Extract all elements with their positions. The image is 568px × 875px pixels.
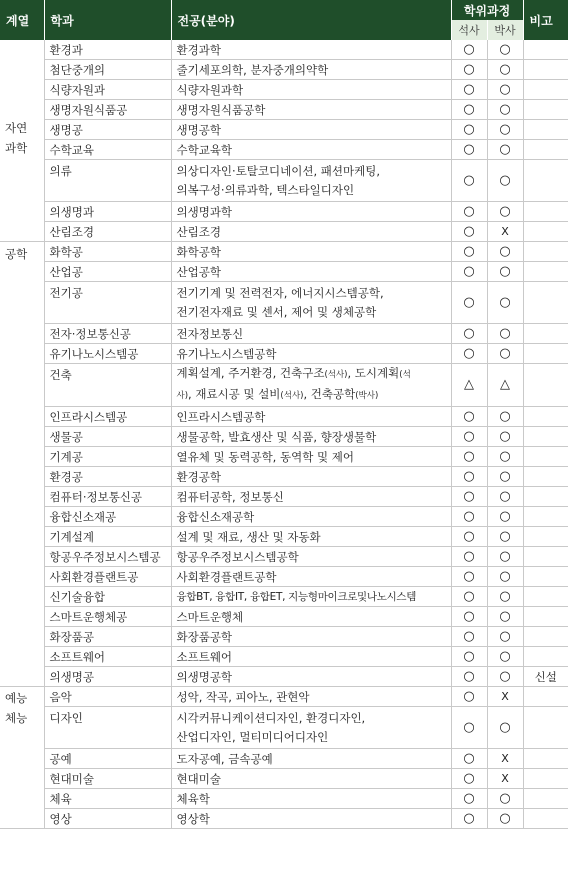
master-mark: ○ — [451, 222, 487, 242]
major-cell: 전기기계 및 전력전자, 에너지시스템공학, 전기전자재료 및 센서, 제어 및 생체공학 — [171, 282, 451, 324]
master-mark: ○ — [451, 749, 487, 769]
master-mark: ○ — [451, 282, 487, 324]
table-row — [0, 160, 568, 202]
dept-cell: 스마트운행체공 — [44, 607, 171, 627]
master-mark: ○ — [451, 567, 487, 587]
note-cell — [523, 789, 568, 809]
dept-cell: 생명자원식품공 — [44, 100, 171, 120]
dept-cell: 사회환경플랜트공 — [44, 567, 171, 587]
dept-cell: 융합신소재공 — [44, 507, 171, 527]
major-cell: 설계 및 재료, 생산 및 자동화 — [171, 527, 451, 547]
major-cell: 화학공학 — [171, 242, 451, 262]
master-mark: ○ — [451, 100, 487, 120]
master-mark: ○ — [451, 507, 487, 527]
major-cell: 의생명과학 — [171, 202, 451, 222]
note-cell — [523, 324, 568, 344]
note-cell — [523, 344, 568, 364]
table-row — [0, 587, 568, 607]
note-cell — [523, 364, 568, 407]
master-mark: ○ — [451, 809, 487, 829]
major-cell: 환경공학 — [171, 467, 451, 487]
category-arts-sports: 예능 체능 — [0, 687, 44, 829]
major-cell: 체육학 — [171, 789, 451, 809]
table-row — [0, 447, 568, 467]
major-cell: 생명공학 — [171, 120, 451, 140]
dept-cell: 인프라시스템공 — [44, 407, 171, 427]
major-cell: 도자공예, 금속공예 — [171, 749, 451, 769]
dept-cell: 현대미술 — [44, 769, 171, 789]
master-mark: ○ — [451, 607, 487, 627]
dept-cell: 환경공 — [44, 467, 171, 487]
phd-mark: ○ — [487, 344, 523, 364]
major-cell: 생물공학, 발효생산 및 식품, 향장생물학 — [171, 427, 451, 447]
dept-cell: 공예 — [44, 749, 171, 769]
major-cell: 전자정보통신 — [171, 324, 451, 344]
major-cell: 의생명공학 — [171, 667, 451, 687]
table-row — [0, 407, 568, 427]
master-mark: ○ — [451, 769, 487, 789]
table-row — [0, 769, 568, 789]
table-row — [0, 262, 568, 282]
phd-mark: ○ — [487, 120, 523, 140]
header-degree: 학위과정 — [451, 0, 523, 20]
master-mark: ○ — [451, 324, 487, 344]
header-note: 비고 — [523, 0, 568, 40]
table-row — [0, 527, 568, 547]
dept-cell: 산림조경 — [44, 222, 171, 242]
dept-cell: 생명공 — [44, 120, 171, 140]
note-cell — [523, 262, 568, 282]
note-cell — [523, 40, 568, 60]
dept-cell: 소프트웨어 — [44, 647, 171, 667]
master-mark: ○ — [451, 587, 487, 607]
header-master: 석사 — [451, 20, 487, 40]
note-cell — [523, 282, 568, 324]
major-cell: 환경과학 — [171, 40, 451, 60]
phd-mark: ○ — [487, 627, 523, 647]
dept-cell: 의생명과 — [44, 202, 171, 222]
dept-cell: 식량자원과 — [44, 80, 171, 100]
note-cell — [523, 707, 568, 749]
note-cell — [523, 567, 568, 587]
note-cell — [523, 467, 568, 487]
table-row — [0, 567, 568, 587]
dept-cell: 항공우주정보시스템공 — [44, 547, 171, 567]
phd-mark: ○ — [487, 160, 523, 202]
dept-cell: 첨단중개의 — [44, 60, 171, 80]
table-row — [0, 687, 568, 707]
note-cell — [523, 627, 568, 647]
dept-cell: 전자·정보통신공 — [44, 324, 171, 344]
note-cell — [523, 607, 568, 627]
table-row — [0, 647, 568, 667]
master-mark: ○ — [451, 467, 487, 487]
dept-cell: 유기나노시스템공 — [44, 344, 171, 364]
dept-cell: 화장품공 — [44, 627, 171, 647]
major-cell: 융합BT, 융합IT, 융합ET, 지능형마이크로및나노시스템 — [171, 587, 451, 607]
phd-mark: ○ — [487, 587, 523, 607]
note-cell: 신설 — [523, 667, 568, 687]
master-mark: △ — [451, 364, 487, 407]
phd-mark: ○ — [487, 100, 523, 120]
dept-cell: 건축 — [44, 364, 171, 407]
major-cell: 항공우주정보시스템공학 — [171, 547, 451, 567]
dept-cell: 체육 — [44, 789, 171, 809]
major-cell: 사회환경플랜트공학 — [171, 567, 451, 587]
table-row — [0, 809, 568, 829]
table-row — [0, 607, 568, 627]
header-phd: 박사 — [487, 20, 523, 40]
major-cell: 화장품공학 — [171, 627, 451, 647]
table-row — [0, 282, 568, 324]
phd-mark: X — [487, 749, 523, 769]
note-cell — [523, 120, 568, 140]
dept-cell: 산업공 — [44, 262, 171, 282]
master-mark: ○ — [451, 160, 487, 202]
table-row — [0, 80, 568, 100]
table-row — [0, 749, 568, 769]
major-cell: 생명자원식품공학 — [171, 100, 451, 120]
phd-mark: △ — [487, 364, 523, 407]
table-row — [0, 60, 568, 80]
master-mark: ○ — [451, 707, 487, 749]
dept-cell: 화학공 — [44, 242, 171, 262]
note-cell — [523, 407, 568, 427]
phd-mark: ○ — [487, 202, 523, 222]
phd-mark: ○ — [487, 427, 523, 447]
dept-cell: 의생명공 — [44, 667, 171, 687]
major-cell: 컴퓨터공학, 정보통신 — [171, 487, 451, 507]
category-engineering: 공학 — [0, 242, 44, 687]
major-cell: 식량자원과학 — [171, 80, 451, 100]
master-mark: ○ — [451, 242, 487, 262]
phd-mark: X — [487, 687, 523, 707]
master-mark: ○ — [451, 487, 487, 507]
master-mark: ○ — [451, 140, 487, 160]
table-row — [0, 467, 568, 487]
table-row — [0, 507, 568, 527]
phd-mark: X — [487, 769, 523, 789]
dept-cell: 영상 — [44, 809, 171, 829]
master-mark: ○ — [451, 547, 487, 567]
master-mark: ○ — [451, 80, 487, 100]
dept-cell: 기계설계 — [44, 527, 171, 547]
master-mark: ○ — [451, 344, 487, 364]
master-mark: ○ — [451, 647, 487, 667]
table-row — [0, 222, 568, 242]
phd-mark: ○ — [487, 487, 523, 507]
phd-mark: ○ — [487, 467, 523, 487]
phd-mark: ○ — [487, 140, 523, 160]
table-row — [0, 364, 568, 407]
note-cell — [523, 242, 568, 262]
major-cell: 유기나노시스템공학 — [171, 344, 451, 364]
major-cell: 융합신소재공학 — [171, 507, 451, 527]
master-mark: ○ — [451, 687, 487, 707]
master-mark: ○ — [451, 527, 487, 547]
master-mark: ○ — [451, 627, 487, 647]
dept-cell: 의류 — [44, 160, 171, 202]
dept-cell: 음악 — [44, 687, 171, 707]
phd-mark: ○ — [487, 282, 523, 324]
master-mark: ○ — [451, 60, 487, 80]
note-cell — [523, 80, 568, 100]
note-cell — [523, 687, 568, 707]
header-category: 계열 — [0, 0, 44, 40]
phd-mark: ○ — [487, 40, 523, 60]
phd-mark: ○ — [487, 647, 523, 667]
note-cell — [523, 487, 568, 507]
phd-mark: ○ — [487, 789, 523, 809]
major-cell: 성악, 작곡, 피아노, 관현악 — [171, 687, 451, 707]
master-mark: ○ — [451, 120, 487, 140]
phd-mark: X — [487, 222, 523, 242]
dept-cell: 전기공 — [44, 282, 171, 324]
table-row — [0, 427, 568, 447]
table-row — [0, 344, 568, 364]
table-row — [0, 324, 568, 344]
table-row — [0, 100, 568, 120]
dept-cell: 생물공 — [44, 427, 171, 447]
master-mark: ○ — [451, 407, 487, 427]
master-mark: ○ — [451, 447, 487, 467]
table-row — [0, 120, 568, 140]
phd-mark: ○ — [487, 242, 523, 262]
phd-mark: ○ — [487, 567, 523, 587]
master-mark: ○ — [451, 789, 487, 809]
phd-mark: ○ — [487, 262, 523, 282]
note-cell — [523, 222, 568, 242]
major-cell: 스마트운행체 — [171, 607, 451, 627]
note-cell — [523, 809, 568, 829]
dept-cell: 컴퓨터·정보통신공 — [44, 487, 171, 507]
major-cell: 산림조경 — [171, 222, 451, 242]
note-cell — [523, 647, 568, 667]
table-row — [0, 789, 568, 809]
header-department: 학과 — [44, 0, 171, 40]
dept-cell: 환경과 — [44, 40, 171, 60]
phd-mark: ○ — [487, 60, 523, 80]
note-cell — [523, 100, 568, 120]
dept-cell: 신기술융합 — [44, 587, 171, 607]
note-cell — [523, 527, 568, 547]
major-cell: 수학교육학 — [171, 140, 451, 160]
phd-mark: ○ — [487, 809, 523, 829]
table-row — [0, 627, 568, 647]
table-row — [0, 40, 568, 60]
phd-mark: ○ — [487, 707, 523, 749]
note-cell — [523, 447, 568, 467]
phd-mark: ○ — [487, 324, 523, 344]
table-row — [0, 667, 568, 687]
category-natural-science: 자연 과학 — [0, 40, 44, 242]
phd-mark: ○ — [487, 527, 523, 547]
phd-mark: ○ — [487, 407, 523, 427]
phd-mark: ○ — [487, 547, 523, 567]
major-cell: 계획설계, 주거환경, 건축구조(석사), 도시계획(석 사), 재료시공 및 설비(석사), 건축공학(박사) — [171, 364, 451, 407]
note-cell — [523, 160, 568, 202]
phd-mark: ○ — [487, 80, 523, 100]
major-cell: 영상학 — [171, 809, 451, 829]
table-row — [0, 242, 568, 262]
note-cell — [523, 587, 568, 607]
major-cell: 줄기세포의학, 분자중개의약학 — [171, 60, 451, 80]
phd-mark: ○ — [487, 667, 523, 687]
master-mark: ○ — [451, 202, 487, 222]
master-mark: ○ — [451, 40, 487, 60]
note-cell — [523, 140, 568, 160]
major-cell: 산업공학 — [171, 262, 451, 282]
note-cell — [523, 507, 568, 527]
note-cell — [523, 60, 568, 80]
note-cell — [523, 547, 568, 567]
note-cell — [523, 749, 568, 769]
major-cell: 열유체 및 동력공학, 동역학 및 제어 — [171, 447, 451, 467]
table-row — [0, 202, 568, 222]
major-cell: 현대미술 — [171, 769, 451, 789]
dept-cell: 수학교육 — [44, 140, 171, 160]
note-cell — [523, 202, 568, 222]
phd-mark: ○ — [487, 607, 523, 627]
phd-mark: ○ — [487, 447, 523, 467]
header-major: 전공(분야) — [171, 0, 451, 40]
table-row — [0, 140, 568, 160]
dept-cell: 기계공 — [44, 447, 171, 467]
phd-mark: ○ — [487, 507, 523, 527]
table-row — [0, 487, 568, 507]
master-mark: ○ — [451, 427, 487, 447]
major-cell: 의상디자인·토탈코디네이션, 패션마케팅, 의복구성·의류과학, 텍스타일디자인 — [171, 160, 451, 202]
table-row — [0, 547, 568, 567]
major-cell: 시각커뮤니케이션디자인, 환경디자인, 산업디자인, 멀티미디어디자인 — [171, 707, 451, 749]
note-cell — [523, 769, 568, 789]
table-row — [0, 707, 568, 749]
major-cell: 인프라시스템공학 — [171, 407, 451, 427]
dept-cell: 디자인 — [44, 707, 171, 749]
note-cell — [523, 427, 568, 447]
major-cell: 소프트웨어 — [171, 647, 451, 667]
master-mark: ○ — [451, 262, 487, 282]
master-mark: ○ — [451, 667, 487, 687]
